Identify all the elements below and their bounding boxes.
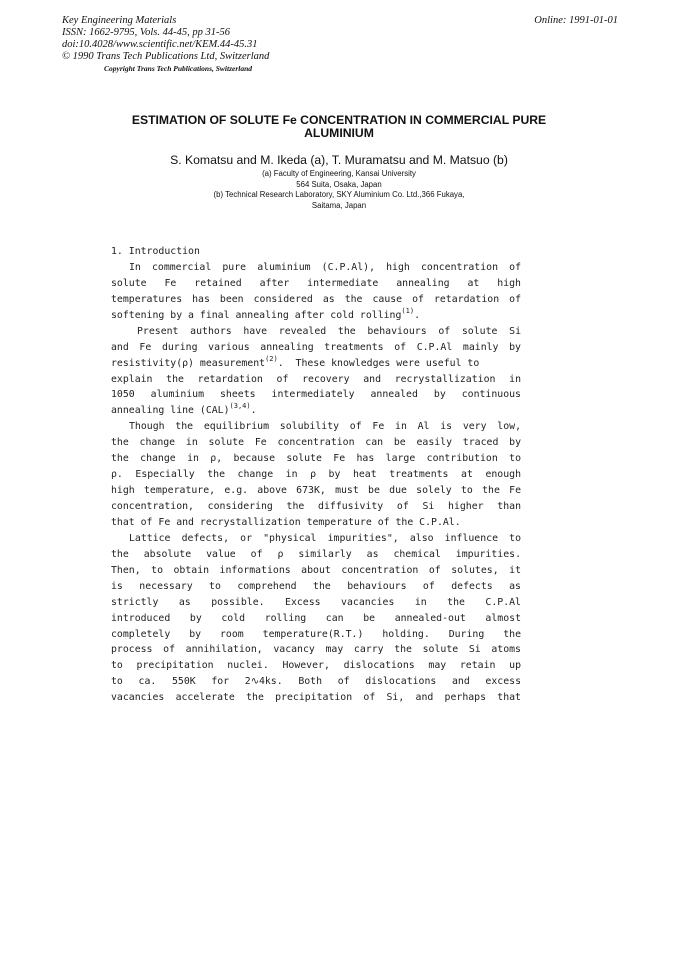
title-line: ESTIMATION OF SOLUTE Fe CONCENTRATION IN COMMERCIAL PURE	[131, 113, 547, 127]
paper-title	[100, 114, 578, 140]
doi-line[interactable]: doi:10.4028/www.scientific.net/KEM.44-45.31	[62, 39, 258, 50]
text-line	[111, 356, 521, 372]
online-date: Online: 1991-01-01	[534, 15, 618, 26]
citation-ref[interactable]: (3,4)	[229, 402, 251, 411]
text-line: high temperature, e.g. above 673K, must be due solely to the Fe	[111, 485, 521, 497]
citation-ref[interactable]: (2)	[265, 354, 278, 363]
affiliation-line: Saitama, Japan	[311, 200, 367, 210]
author-list: S. Komatsu and M. Ikeda (a), T. Muramatsu and M. Matsuo (b)	[170, 153, 508, 167]
text-line: vacancies accelerate the precipitation of Si, and perhaps that	[111, 692, 521, 704]
text-line: to precipitation nuclei. However, dislocations may retain up	[111, 660, 521, 672]
text-fragment: .	[250, 405, 257, 417]
text-fragment: softening by a final annealing after cold rolling	[111, 309, 402, 321]
title-line: ALUMINIUM	[304, 126, 374, 140]
affiliation-line: (a) Faculty of Engineering, Kansai University	[262, 169, 416, 178]
text-line	[111, 403, 521, 419]
issn-line: ISSN: 1662-9795, Vols. 44-45, pp 31-56	[62, 27, 230, 38]
text-line: that of Fe and recrystallization temperature of the C.P.Al.	[111, 516, 461, 528]
text-line: concentration, considering the diffusivity of Si higher than	[111, 501, 521, 512]
citation-ref[interactable]: (1)	[401, 306, 415, 315]
text-line: strictly as possible. Excess vacancies in the C.P.Al	[111, 596, 521, 608]
text-line: Though the equilibrium solubility of Fe in Al is very low,	[129, 421, 521, 433]
text-line: completely by room temperature(R.T.) holding. During the	[111, 628, 521, 640]
copyright-stamp: Copyright Trans Tech Publications, Switzerland	[104, 64, 253, 73]
affiliations	[100, 169, 578, 211]
journal-header	[62, 15, 618, 74]
body-text	[111, 244, 521, 706]
text-line: explain the retardation of recovery and recrystallization in	[111, 373, 521, 385]
text-line: and Fe during various annealing treatments of C.P.Al mainly by	[111, 341, 521, 353]
text-line: the absolute value of ρ similarly as chemical impurities.	[111, 548, 521, 560]
section-heading: 1. Introduction	[111, 246, 200, 257]
text-line	[111, 308, 521, 324]
text-line: temperatures has been considered as the cause of retardation of	[111, 293, 521, 305]
text-line: 1050 aluminium sheets intermediately annealed by continuous	[111, 389, 521, 401]
text-line: to ca. 550K for 2∿4ks. Both of dislocations and excess	[111, 676, 521, 688]
text-line: ρ. Especially the change in ρ by heat treatments at enough	[111, 469, 521, 481]
text-fragment: . These knowledges were useful to	[277, 357, 480, 369]
text-line: is necessary to comprehend the behaviours of defects as	[111, 580, 521, 592]
journal-name: Key Engineering Materials	[62, 15, 177, 26]
text-fragment: .	[414, 309, 420, 321]
text-line: Present authors have revealed the behaviours of solute Si	[137, 325, 521, 337]
text-line: introduced by cold rolling can be annealed-out almost	[111, 612, 521, 624]
text-line: Lattice defects, or "physical impurities", also influence to	[129, 532, 521, 544]
text-line: the change in solute Fe concentration can be easily traced by	[111, 437, 521, 449]
text-line: Then, to obtain informations about concentration of solutes, it	[111, 564, 521, 576]
text-line: In commercial pure aluminium (C.P.Al), high concentration of	[129, 261, 521, 273]
text-fragment: resistivity(ρ) measurement	[111, 357, 266, 369]
copyright-line: © 1990 Trans Tech Publications Ltd, Switzerland	[62, 51, 270, 62]
text-line: process of annihilation, vacancy may carry the solute Si atoms	[111, 644, 521, 656]
affiliation-line: 564 Suita, Osaka, Japan	[296, 179, 382, 189]
affiliation-line: (b) Technical Research Laboratory, SKY Aluminium Co. Ltd.,366 Fukaya,	[213, 190, 465, 200]
text-line: solute Fe retained after intermediate annealing at high	[111, 277, 521, 289]
text-fragment: annealing line (CAL)	[111, 405, 230, 417]
text-line: the change in ρ, because solute Fe has large contribution to	[111, 453, 521, 465]
